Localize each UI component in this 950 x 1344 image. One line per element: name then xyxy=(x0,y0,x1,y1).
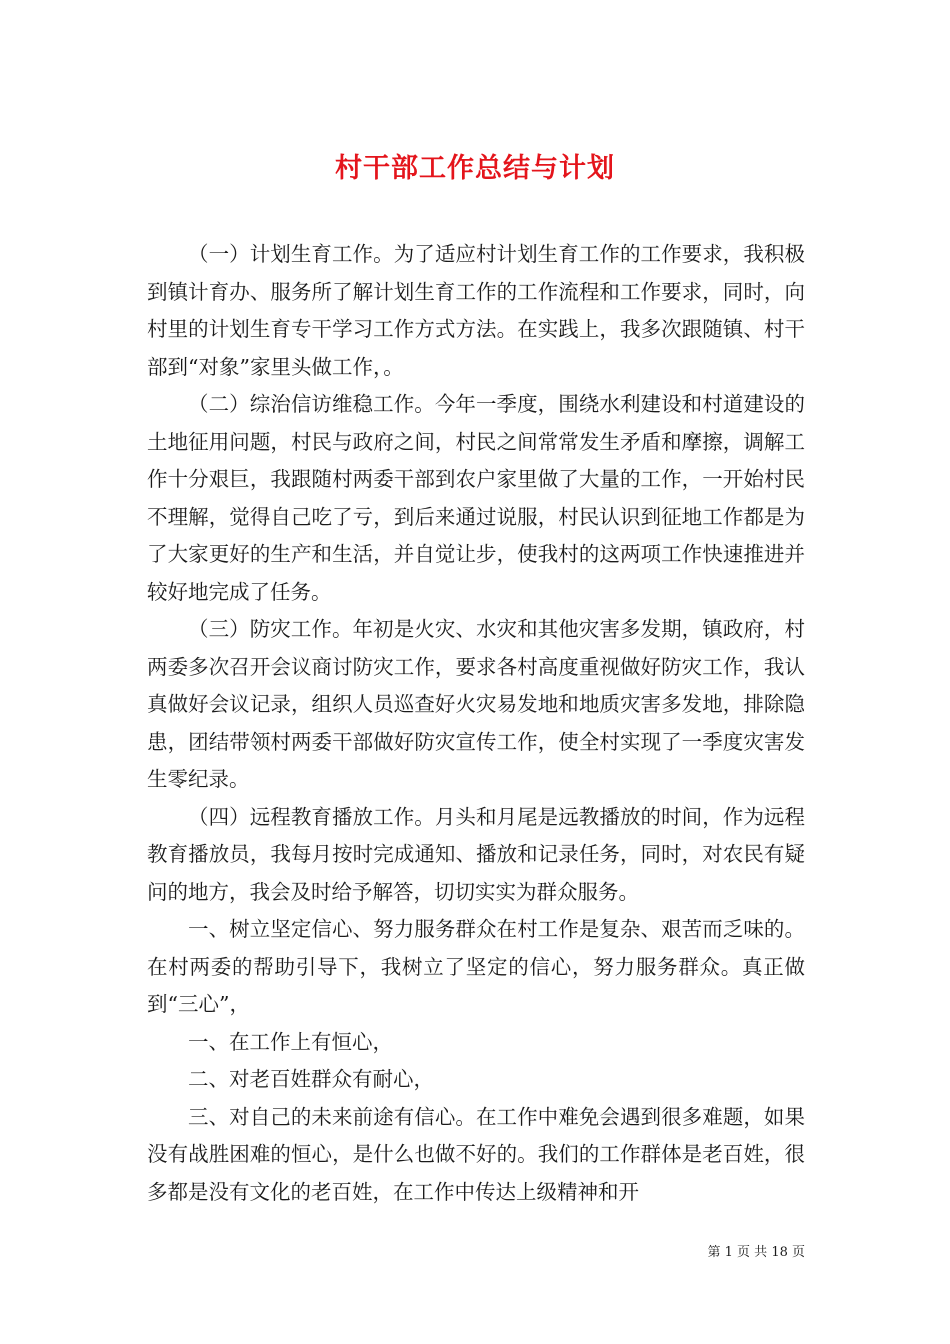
paragraph-point-three: 三、对自己的未来前途有信心。在工作中难免会遇到很多难题，如果没有战胜困难的恒心，是什么也做不好的。我们的工作群体是老百姓，很多都是没有文化的老百姓，在工作中传达上级精神和开 xyxy=(147,1104,805,1204)
paragraph-petition-stability: （二）综治信访维稳工作。今年一季度，围绕水利建设和村道建设的土地征用问题，村民与政府之间，村民之间常常发生矛盾和摩擦，调解工作十分艰巨，我跟随村两委干部到农户家里做了大量的工作，一开始村民不理解，觉得自己吃了亏，到后来通过说服，村民认识到征地工作都是为了大家更好的生产和生活，并自觉让步，使我村的这两项工作快速推进并较好地完成了任务。 xyxy=(147,392,805,604)
page-number: 第 1 页 共 18 页 xyxy=(707,1245,805,1260)
paragraph-confidence: 一、树立坚定信心、努力服务群众在村工作是复杂、艰苦而乏味的。在村两委的帮助引导下，我树立了坚定的信心，努力服务群众。真正做到“三心”， xyxy=(147,917,805,1016)
document-title: 村干部工作总结与计划 xyxy=(335,153,615,185)
paragraph-point-one: 一、在工作上有恒心， xyxy=(188,1029,393,1054)
paragraph-disaster-prevention: （三）防灾工作。年初是火灾、水灾和其他灾害多发期，镇政府，村两委多次召开会议商讨防灾工作，要求各村高度重视做好防灾工作，我认真做好会议记录，组织人员巡查好火灾易发地和地质灾害多发地，排除隐患，团结带领村两委干部做好防灾宣传工作，使全村实现了一季度灾害发生零纪录。 xyxy=(147,617,805,791)
paragraph-point-two: 二、对老百姓群众有耐心， xyxy=(188,1067,434,1091)
paragraph-remote-education: （四）远程教育播放工作。月头和月尾是远教播放的时间，作为远程教育播放员，我每月按时完成通知、播放和记录任务，同时，对农民有疑问的地方，我会及时给予解答，切切实实为群众服务。 xyxy=(147,804,805,904)
document-body xyxy=(147,236,805,1211)
paragraph-family-planning: （一）计划生育工作。为了适应村计划生育工作的工作要求，我积极到镇计育办、服务所了解计划生育工作的工作流程和工作要求，同时，向村里的计划生育专干学习工作方式方法。在实践上，我多次跟随镇、村干部到“对象”家里头做工作，。 xyxy=(147,242,805,379)
